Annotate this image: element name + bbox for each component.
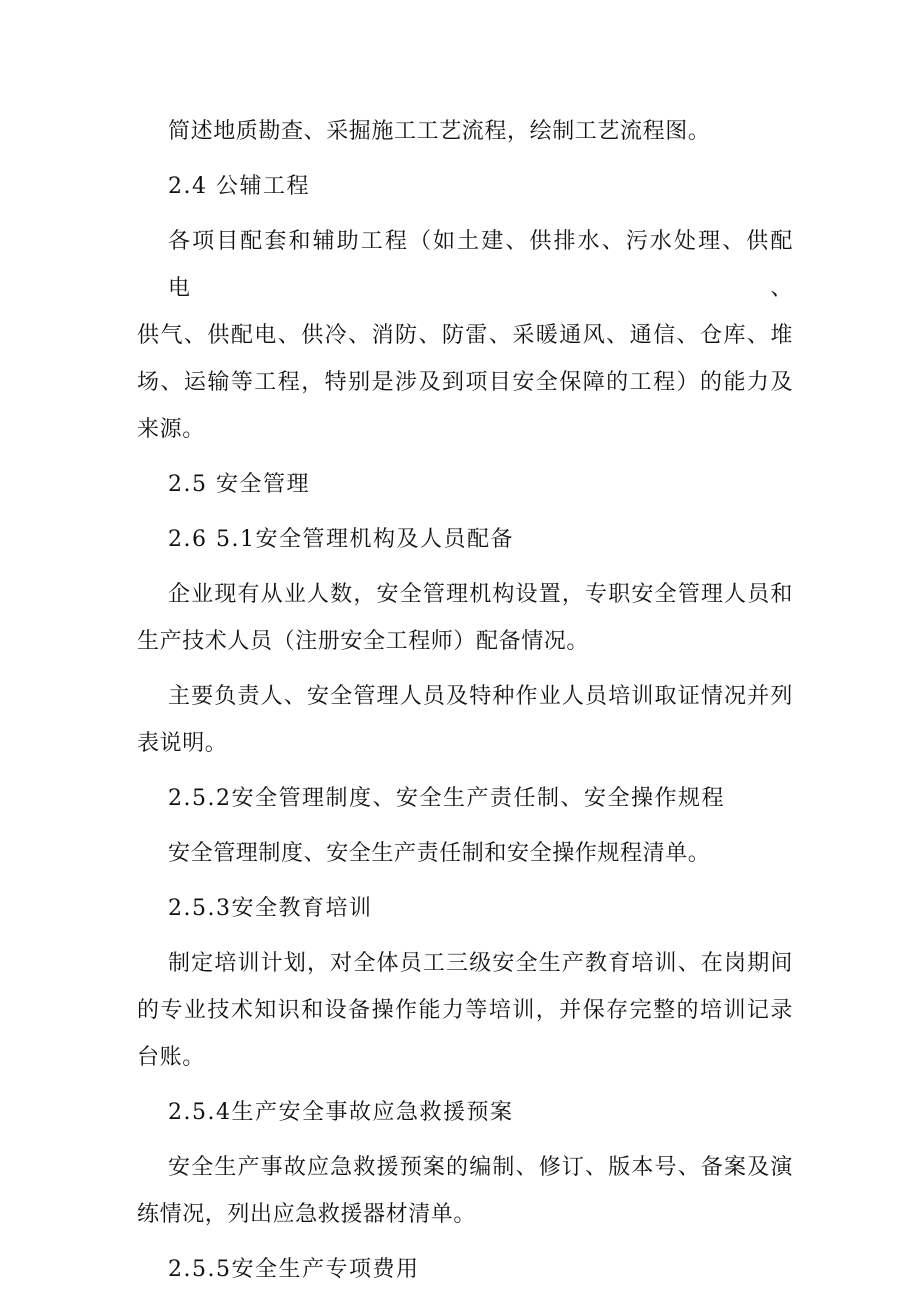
gap: [137, 767, 793, 775]
paragraph-training-plan-line-2: 的专业技术知识和设备操作能力等培训，并保存完整的培训记录: [137, 998, 793, 1023]
heading-2-5-3: 2.5.3安全教育培训: [168, 896, 373, 921]
paragraph-aux-works-line-1: 各项目配套和辅助工程（如土建、供排水、污水处理、供配电、: [168, 229, 793, 301]
paragraph-emergency-line-2: 练情况，列出应急救援器材清单。: [137, 1202, 477, 1227]
heading-2-5-5: 2.5.5安全生产专项费用: [168, 1257, 420, 1282]
gap: [137, 1136, 793, 1144]
paragraph-staffing-line-1: 企业现有从业人数，安全管理机构设置，专职安全管理人员和: [168, 582, 793, 607]
gap: [137, 155, 793, 163]
gap: [137, 822, 793, 830]
paragraph-process-flow: 简述地质勘查、采掘施工工艺流程，绘制工艺流程图。: [168, 119, 711, 144]
paragraph-training-plan-line-1: 制定培训计划，对全体员工三级安全生产教育培训、在岗期间: [168, 951, 793, 976]
gap: [137, 877, 793, 885]
paragraph-training-cert-line-1: 主要负责人、安全管理人员及特种作业人员培训取证情况并列: [168, 684, 793, 709]
paragraph-training-plan-line-3: 台账。: [137, 1045, 205, 1070]
gap: [137, 508, 793, 516]
paragraph-staffing-line-2: 生产技术人员（注册安全工程师）配备情况。: [137, 629, 590, 654]
gap: [137, 453, 793, 461]
gap: [137, 210, 793, 218]
heading-2-6-5-1: 2.6 5.1安全管理机构及人员配备: [168, 527, 514, 552]
gap: [137, 665, 793, 673]
gap: [137, 1238, 793, 1246]
paragraph-aux-works-line-3: 场、运输等工程，特别是涉及到项目安全保障的工程）的能力及: [137, 370, 793, 395]
paragraph-aux-works-line-2: 供气、供配电、供冷、消防、防雷、采暖通风、通信、仓库、堆: [137, 323, 793, 348]
gap: [137, 563, 793, 571]
paragraph-aux-works-line-4: 来源。: [137, 417, 205, 442]
gap: [137, 1081, 793, 1089]
heading-2-5: 2.5 安全管理: [168, 472, 310, 497]
paragraph-training-cert-line-2: 表说明。: [137, 731, 228, 756]
gap: [137, 932, 793, 940]
paragraph-regulations: 安全管理制度、安全生产责任制和安全操作规程清单。: [168, 841, 711, 866]
heading-2-5-2: 2.5.2安全管理制度、安全生产责任制、安全操作规程: [168, 786, 725, 811]
paragraph-emergency-line-1: 安全生产事故应急救援预案的编制、修订、版本号、备案及演: [168, 1155, 793, 1180]
heading-2-4: 2.4 公辅工程: [168, 174, 310, 199]
heading-2-5-4: 2.5.4生产安全事故应急救援预案: [168, 1100, 514, 1125]
document-body: [137, 108, 793, 1293]
